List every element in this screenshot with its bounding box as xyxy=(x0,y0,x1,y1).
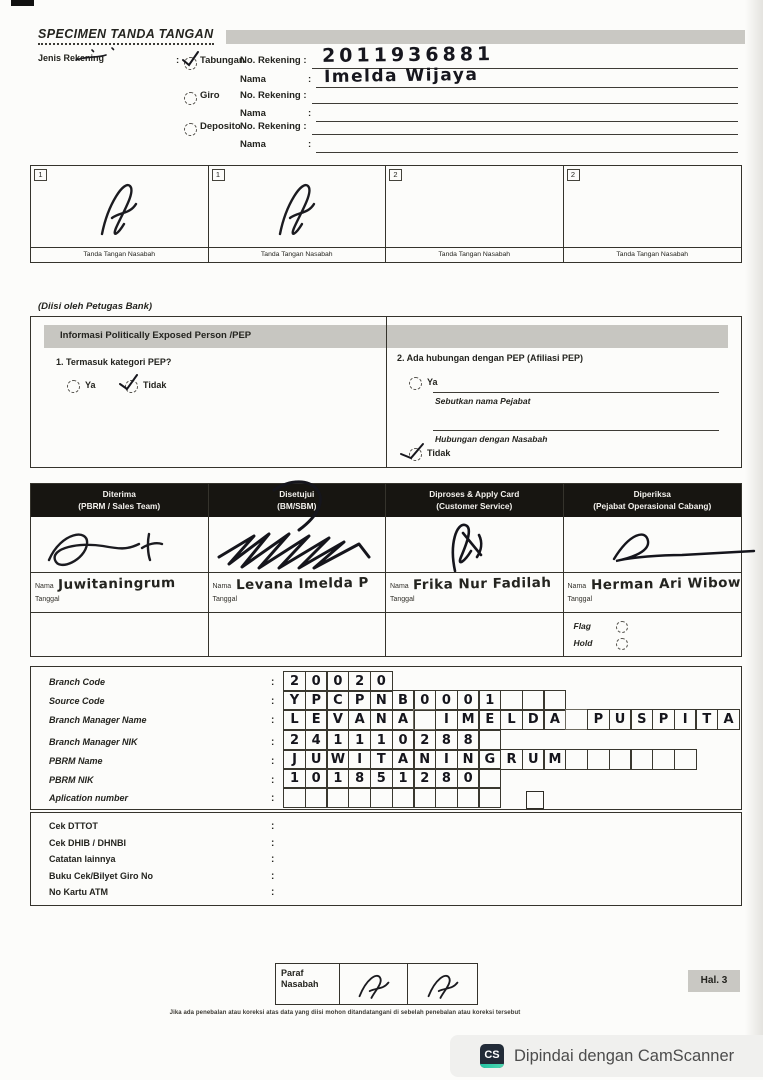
signature-ink xyxy=(431,519,521,571)
colon: : xyxy=(271,677,275,688)
pep-section xyxy=(30,316,742,468)
box-number: 1 xyxy=(34,169,47,181)
flag-label: Flag xyxy=(573,621,591,631)
checkmark-q2-tidak xyxy=(399,441,425,461)
grid-cell: A xyxy=(348,709,371,730)
pep-q2-ya-label: Ya xyxy=(427,377,438,387)
grid-cell: C xyxy=(326,690,349,711)
grid-cell-empty xyxy=(674,749,697,770)
nama-line xyxy=(316,120,738,122)
code-grid-row xyxy=(283,690,565,711)
code-grid-row xyxy=(283,709,739,730)
grid-cell-empty xyxy=(457,787,480,808)
grid-cell: 5 xyxy=(370,768,393,789)
grid-cell: 2 xyxy=(283,730,306,751)
grid-cell: I xyxy=(435,709,458,730)
grid-cell-empty xyxy=(478,768,501,789)
account-type-label: Giro xyxy=(200,90,220,101)
grid-cell: 1 xyxy=(478,690,501,711)
colon: : xyxy=(308,108,312,119)
code-row-label: Branch Code xyxy=(49,677,106,687)
footer-note: Jika ada penebalan atau koreksi atas data yang diisi mohon ditandatangani di sebelah penebalan atau koreksi tersebut xyxy=(169,1010,521,1016)
grid-cell-empty xyxy=(522,690,545,711)
grid-cell: 1 xyxy=(348,730,371,751)
paraf-signature-2 xyxy=(408,964,477,1004)
colon: : xyxy=(271,793,275,804)
pep-header-text: Informasi Politically Exposed Person /PEP xyxy=(60,330,252,341)
camscanner-text: Dipindai dengan CamScanner xyxy=(514,1046,735,1065)
grid-cell-empty xyxy=(478,730,501,751)
signature-specimen-table xyxy=(30,165,742,263)
grid-cell-empty xyxy=(630,749,653,770)
code-grid-row xyxy=(283,730,500,751)
grid-cell: G xyxy=(478,749,501,770)
code-row-label: Branch Manager NIK xyxy=(49,737,138,747)
page-number-badge: Hal. 3 xyxy=(688,970,740,992)
approval-nama-1: Nama Juwitaningrum Tanggal xyxy=(31,572,209,612)
no-rekening-label: No. Rekening : xyxy=(240,90,307,101)
signature-ink xyxy=(604,523,754,569)
checkmark-q1-tidak xyxy=(117,373,139,391)
pejabat-line xyxy=(433,391,719,393)
radio-deposito xyxy=(184,123,197,136)
grid-cell-empty xyxy=(587,749,610,770)
signature-caption: Tanda Tangan Nasabah xyxy=(386,247,563,262)
grid-cell xyxy=(413,709,436,730)
grid-cell-empty xyxy=(500,690,523,711)
camscanner-watermark xyxy=(450,1035,763,1077)
grid-cell-empty xyxy=(413,787,436,808)
grid-cell: 0 xyxy=(370,671,393,692)
title-band xyxy=(226,30,745,44)
check-row-label: Catatan lainnya xyxy=(49,854,116,864)
code-row-label: PBRM NIK xyxy=(49,775,94,785)
verification-checks-section xyxy=(30,812,742,906)
check-row-label: Cek DHIB / DHNBI xyxy=(49,837,127,848)
grid-cell: E xyxy=(478,709,501,730)
grid-cell: N xyxy=(457,749,480,770)
grid-cell: L xyxy=(283,709,306,730)
grid-cell: N xyxy=(370,709,393,730)
signature-ink xyxy=(41,522,201,572)
colon: : xyxy=(271,756,275,767)
approval-bottom-1 xyxy=(31,612,209,656)
signature-caption: Tanda Tangan Nasabah xyxy=(564,247,742,262)
grid-cell-empty xyxy=(565,749,588,770)
check-row-label: Cek DTTOT xyxy=(49,821,98,831)
signature-box-3 xyxy=(386,166,564,262)
grid-cell-empty xyxy=(543,690,566,711)
box-number: 2 xyxy=(567,169,580,181)
grid-cell-empty xyxy=(305,787,328,808)
grid-cell: 8 xyxy=(435,768,458,789)
colon: : xyxy=(271,870,275,882)
grid-cell: J xyxy=(283,749,306,770)
grid-cell: V xyxy=(326,709,349,730)
grid-cell: A xyxy=(392,749,415,770)
grid-cell: 0 xyxy=(392,730,415,751)
grid-cell: B xyxy=(392,690,415,711)
pep-q1-tidak-label: Tidak xyxy=(143,380,167,390)
pep-q1-ya-label: Ya xyxy=(85,380,96,390)
code-grid-row xyxy=(283,671,392,692)
colon: : xyxy=(271,887,275,898)
nama-line xyxy=(316,151,738,153)
paraf-nasabah-box xyxy=(275,963,478,1005)
signature-ink xyxy=(84,170,154,250)
no-rekening-line xyxy=(312,133,738,135)
box-number: 2 xyxy=(389,169,402,181)
grid-cell: 0 xyxy=(435,690,458,711)
scan-artifact xyxy=(11,0,34,6)
approval-signature-3 xyxy=(386,517,564,572)
grid-cell: W xyxy=(326,749,349,770)
grid-cell: 1 xyxy=(370,730,393,751)
grid-cell: E xyxy=(305,709,328,730)
grid-cell: 0 xyxy=(305,671,328,692)
approval-bottom-2 xyxy=(209,612,387,656)
grid-cell-empty xyxy=(652,749,675,770)
code-grid-row xyxy=(283,768,500,789)
grid-cell: I xyxy=(674,709,697,730)
hubungan-caption: Hubungan dengan Nasabah xyxy=(435,434,548,444)
grid-cell: Y xyxy=(283,690,306,711)
grid-cell: 1 xyxy=(326,768,349,789)
colon: : xyxy=(271,696,275,707)
grid-cell: 1 xyxy=(392,768,415,789)
grid-cell: 2 xyxy=(413,730,436,751)
grid-cell: P xyxy=(305,690,328,711)
grid-cell: M xyxy=(543,749,566,770)
nama-label: Nama xyxy=(240,74,266,85)
form-title: SPECIMEN TANDA TANGAN xyxy=(38,27,214,45)
grid-cell: U xyxy=(305,749,328,770)
grid-cell: 2 xyxy=(283,671,306,692)
signature-holder xyxy=(418,969,468,1003)
nama-label: Nama xyxy=(240,108,266,119)
grid-cell: 0 xyxy=(413,690,436,711)
signature-ink xyxy=(349,969,399,1003)
grid-cell: R xyxy=(500,749,523,770)
hold-label: Hold xyxy=(573,638,593,648)
signature-holder xyxy=(262,170,332,250)
grid-cell: I xyxy=(348,749,371,770)
grid-cell: 8 xyxy=(457,730,480,751)
pep-q1-ya-radio xyxy=(67,380,80,393)
grid-cell: P xyxy=(348,690,371,711)
approval-header-disetujui: Disetujui (BM/SBM) xyxy=(209,484,387,517)
scan-edge-shadow xyxy=(745,0,763,1035)
approval-signature-2 xyxy=(209,517,387,572)
branch-codes-section xyxy=(30,666,742,810)
grid-cell: A xyxy=(717,709,740,730)
signature-ink xyxy=(418,969,468,1003)
colon: : xyxy=(271,854,275,865)
grid-cell: U xyxy=(522,749,545,770)
hubungan-line xyxy=(433,429,719,431)
grid-cell: 0 xyxy=(305,768,328,789)
grid-cell: T xyxy=(695,709,718,730)
flag-circle xyxy=(616,621,628,633)
pejabat-caption: Sebutkan nama Pejabat xyxy=(435,396,531,406)
signature-box-4 xyxy=(564,166,742,262)
colon: : xyxy=(308,139,312,150)
grid-cell-empty xyxy=(326,787,349,808)
grid-cell: 1 xyxy=(326,730,349,751)
camscanner-icon: CS xyxy=(480,1044,504,1068)
approval-nama-4: Nama Herman Ari Wibow Tanggal xyxy=(564,572,742,612)
radio-giro xyxy=(184,92,197,105)
grid-cell-empty xyxy=(478,787,501,808)
colon: : xyxy=(176,55,180,66)
grid-cell: 1 xyxy=(283,768,306,789)
paraf-signature-1 xyxy=(340,964,408,1004)
colon: : xyxy=(271,837,275,849)
signature-ink xyxy=(262,170,332,250)
grid-cell: S xyxy=(630,709,653,730)
paraf-label: Paraf Nasabah xyxy=(276,964,340,1004)
grid-cell: 8 xyxy=(435,730,458,751)
no-rekening-label: No. Rekening : xyxy=(240,121,307,132)
approval-signature-1 xyxy=(31,517,209,572)
pep-q2-tidak-label: Tidak xyxy=(427,448,451,458)
signature-box-2 xyxy=(209,166,387,262)
pep-q1-label: 1. Termasuk kategori PEP? xyxy=(56,357,172,367)
account-type-label: Tabungan xyxy=(200,55,245,66)
grid-cell: 0 xyxy=(457,768,480,789)
signature-caption: Tanda Tangan Nasabah xyxy=(31,247,208,262)
grid-cell: N xyxy=(370,690,393,711)
colon: : xyxy=(271,821,275,832)
grid-cell: 0 xyxy=(326,671,349,692)
colon: : xyxy=(308,74,312,85)
code-grid-row xyxy=(283,787,544,809)
petugas-note: (Diisi oleh Petugas Bank) xyxy=(38,301,153,312)
nama-value: Imelda Wijaya xyxy=(323,64,479,88)
pep-q2-label: 2. Ada hubungan dengan PEP (Afiliasi PEP) xyxy=(397,353,584,363)
ink-scribble xyxy=(72,46,122,66)
grid-cell-empty xyxy=(392,787,415,808)
grid-cell: 2 xyxy=(413,768,436,789)
colon: : xyxy=(271,775,275,786)
approval-nama-3: Nama Frika Nur Fadilah Tanggal xyxy=(386,572,564,612)
account-type-label: Deposito xyxy=(200,121,241,132)
approval-header-diproses: Diproses & Apply Card (Customer Service) xyxy=(386,484,564,517)
grid-cell: 8 xyxy=(348,768,371,789)
grid-cell: P xyxy=(587,709,610,730)
signature-box-1 xyxy=(31,166,209,262)
approval-header-diperiksa: Diperiksa (Pejabat Operasional Cabang) xyxy=(564,484,742,517)
grid-cell: A xyxy=(543,709,566,730)
hold-circle xyxy=(616,638,628,650)
approval-header-diterima: Diterima (PBRM / Sales Team) xyxy=(31,484,209,517)
code-grid-row xyxy=(283,749,695,770)
grid-cell: D xyxy=(522,709,545,730)
signature-caption: Tanda Tangan Nasabah xyxy=(209,247,386,262)
grid-cell: 4 xyxy=(305,730,328,751)
box-number: 1 xyxy=(212,169,225,181)
nama-label: Nama xyxy=(240,139,266,150)
code-row-label: PBRM Name xyxy=(49,756,103,766)
grid-cell: P xyxy=(652,709,675,730)
approval-bottom-4 xyxy=(564,612,742,656)
grid-cell: U xyxy=(609,709,632,730)
code-row-label: Branch Manager Name xyxy=(49,715,147,725)
signature-holder xyxy=(84,170,154,250)
grid-cell: 2 xyxy=(348,671,371,692)
approval-nama-2: Nama Levana Imelda P Tanggal xyxy=(209,572,387,612)
grid-cell: I xyxy=(435,749,458,770)
checkmark-tabungan xyxy=(180,50,200,68)
approval-table xyxy=(30,483,742,657)
grid-cell-empty xyxy=(609,749,632,770)
grid-cell-empty xyxy=(283,787,306,808)
code-row-label: Aplication number xyxy=(49,793,129,803)
check-row-label: Buku Cek/Bilyet Giro No xyxy=(49,870,154,881)
pep-divider xyxy=(386,317,387,467)
grid-cell: N xyxy=(413,749,436,770)
signature-ink xyxy=(214,522,379,572)
grid-cell: T xyxy=(370,749,393,770)
signature-holder xyxy=(349,969,399,1003)
application-checkbox xyxy=(526,791,544,809)
grid-cell: A xyxy=(392,709,415,730)
approval-signature-4 xyxy=(564,517,742,572)
no-rekening-value: 2011936881 xyxy=(321,43,495,67)
code-row-label: Source Code xyxy=(49,696,105,706)
jenis-rekening-label: Jenis Rekening xyxy=(38,53,105,63)
grid-cell xyxy=(565,709,588,730)
grid-cell-empty xyxy=(370,787,393,808)
colon: : xyxy=(271,737,275,748)
pep-q2-ya-radio xyxy=(409,377,422,390)
grid-cell: M xyxy=(457,709,480,730)
no-rekening-line xyxy=(312,102,738,104)
colon: : xyxy=(271,715,275,726)
approval-bottom-3 xyxy=(386,612,564,656)
grid-cell: L xyxy=(500,709,523,730)
grid-cell-empty xyxy=(435,787,458,808)
grid-cell-empty xyxy=(348,787,371,808)
check-row-label: No Kartu ATM xyxy=(49,887,108,897)
no-rekening-label: No. Rekening : xyxy=(240,55,307,66)
grid-cell: 0 xyxy=(457,690,480,711)
